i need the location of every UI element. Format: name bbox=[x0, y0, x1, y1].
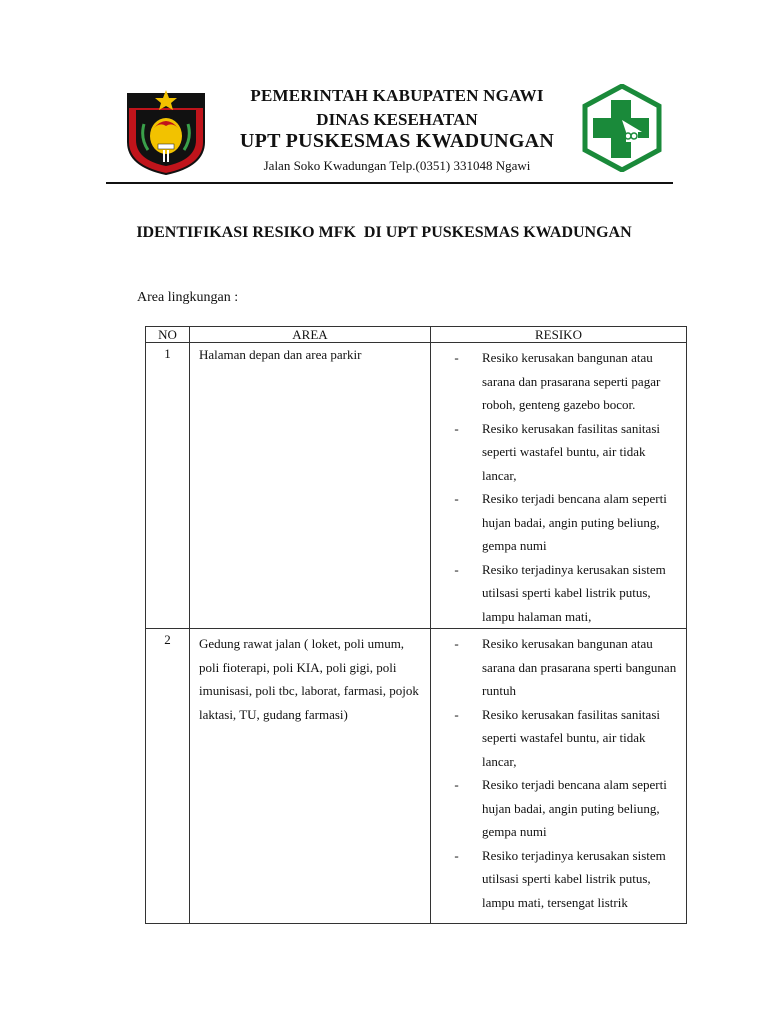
table-header-row bbox=[146, 327, 687, 343]
risk-item: - Resiko terjadinya kerusakan sistem utilsasi sperti kabel listrik putus, lampu mati, tersengat listrik bbox=[454, 847, 666, 910]
risk-table bbox=[145, 326, 687, 924]
column-header-area: AREA bbox=[190, 327, 431, 343]
column-header-no: NO bbox=[146, 327, 190, 343]
risk-item: - Resiko kerusakan fasilitas sanitasi seperti wastafel buntu, air tidak lancar, bbox=[454, 420, 660, 483]
header-government-line: PEMERINTAH KABUPATEN NGAWI bbox=[250, 86, 544, 105]
area-label: Area lingkungan : bbox=[137, 290, 239, 305]
document-title: IDENTIFIKASI RESIKO MFK DI UPT PUSKESMAS KWADUNGAN bbox=[136, 224, 632, 241]
row-number: 2 bbox=[146, 629, 190, 924]
row-number: 1 bbox=[146, 343, 190, 629]
row-risks bbox=[431, 629, 687, 924]
header-address: Jalan Soko Kwadungan Telp.(0351) 331048 Ngawi bbox=[263, 158, 531, 173]
header-divider bbox=[106, 182, 673, 184]
risk-item: - Resiko kerusakan bangunan atau sarana dan prasarana seperti pagar roboh, genteng gazebo bocor. bbox=[454, 350, 661, 412]
table-row bbox=[146, 629, 687, 924]
header-institution-line: UPT PUSKESMAS KWADUNGAN bbox=[239, 130, 555, 152]
risk-item: - Resiko kerusakan fasilitas sanitasi seperti wastafel buntu, air tidak lancar, bbox=[454, 706, 660, 769]
ngawi-emblem-logo bbox=[126, 88, 206, 176]
table-row bbox=[146, 343, 687, 629]
risk-item: - Resiko terjadi bencana alam seperti hujan badai, angin puting beliung, gempa numi bbox=[454, 491, 667, 553]
risk-item: - Resiko kerusakan bangunan atau sarana dan prasarana sperti bangunan runtuh bbox=[454, 636, 677, 698]
header-agency-line: DINAS KESEHATAN bbox=[316, 110, 478, 129]
risk-item: - Resiko terjadi bencana alam seperti hujan badai, angin puting beliung, gempa numi bbox=[454, 777, 667, 839]
row-area: Gedung rawat jalan ( loket, poli umum, poli fioterapi, poli KIA, poli gigi, poli imunisasi, poli tbc, laborat, farmasi, pojok laktasi, TU, gudang farmasi) bbox=[190, 629, 431, 924]
puskesmas-logo bbox=[582, 84, 662, 172]
row-risks bbox=[431, 343, 687, 629]
risk-item: - Resiko terjadinya kerusakan sistem utilsasi sperti kabel listrik putus, lampu halaman mati, bbox=[454, 561, 666, 624]
column-header-risk: RESIKO bbox=[431, 327, 687, 343]
row-area: Halaman depan dan area parkir bbox=[190, 343, 431, 629]
